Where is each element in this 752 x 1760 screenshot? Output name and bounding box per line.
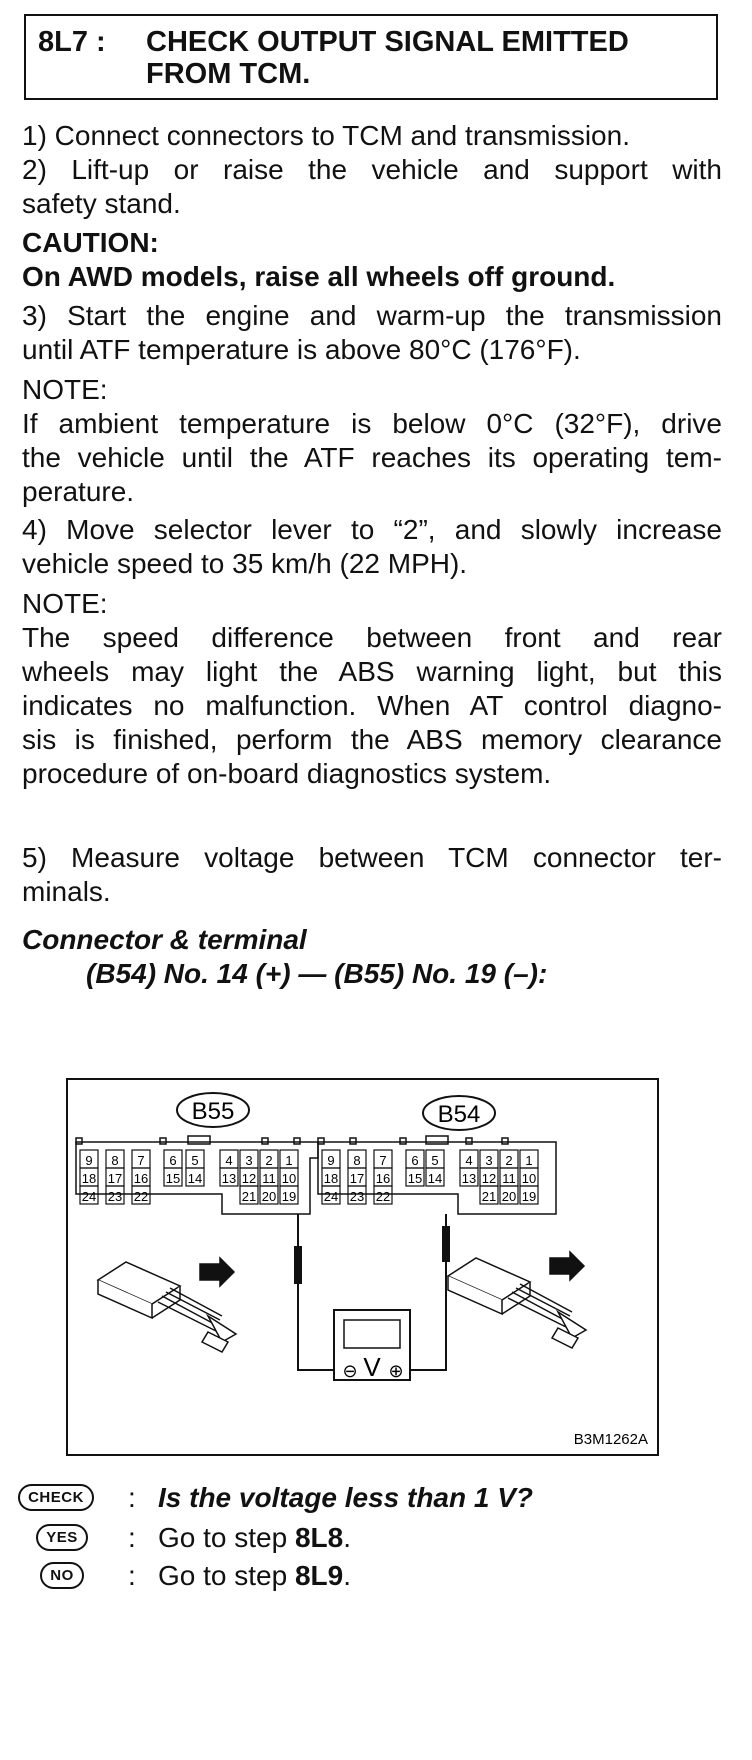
yes-colon: : [128,1522,136,1553]
step-title-line2: FROM TCM. [146,58,311,90]
b55-connector-illustration [98,1258,236,1352]
b55-terminal-9: 9 [85,1153,93,1168]
b54-terminal-24: 24 [323,1189,339,1204]
voltmeter-display [344,1320,400,1348]
note-1-line2: the vehicle until the ATF reaches its operating tem- [22,442,722,473]
b54-probe [442,1226,450,1262]
b55-terminal-18: 18 [81,1171,97,1186]
step-1: 1) Connect connectors to TCM and transmission. [22,120,630,151]
b55-terminal-3: 3 [245,1153,253,1168]
positive-lead [410,1262,446,1370]
b55-insert-arrow-icon [200,1258,234,1286]
b54-terminal-3: 3 [485,1153,493,1168]
b55-terminal-10: 10 [281,1171,297,1186]
no-badge: NO [40,1562,84,1589]
b54-terminal-4: 4 [465,1153,473,1168]
note-1-label: NOTE: [22,374,108,405]
yes-prefix: Go to step [158,1522,295,1553]
check-badge-wrap [16,1484,96,1511]
voltmeter-plus-terminal: ⊕ [388,1361,404,1381]
note-2-line3: indicates no malfunction. When AT control diagno- [22,690,722,721]
b54-terminal-17: 17 [349,1171,365,1186]
step-number: 8L7 : [38,26,106,58]
step-5-line1: 5) Measure voltage between TCM connector ter- [22,842,722,873]
b54-terminal-1: 1 [525,1153,533,1168]
b54-terminal-12: 12 [481,1171,497,1186]
b55-terminal-13: 13 [221,1171,237,1186]
b54-terminal-14: 14 [427,1171,443,1186]
step-3-line2: until ATF temperature is above 80°C (176°F). [22,334,581,365]
caution-text: On AWD models, raise all wheels off ground. [22,261,616,292]
connector-spec: (B54) No. 14 (+) — (B55) No. 19 (–): [86,958,548,989]
note-2-label: NOTE: [22,588,108,619]
step-4-line1: 4) Move selector lever to “2”, and slowly increase [22,514,722,545]
b55-terminal-8: 8 [111,1153,119,1168]
b54-terminal-grid [322,1150,538,1204]
voltmeter-v-label: V [363,1352,381,1382]
note-2-line4: sis is finished, perform the ABS memory clearance [22,724,722,755]
b55-terminal-grid [80,1150,298,1204]
step-title [146,26,629,90]
b54-terminal-16: 16 [375,1171,391,1186]
step-4-line2: vehicle speed to 35 km/h (22 MPH). [22,548,468,579]
b55-label: B55 [191,1098,235,1125]
b54-terminal-20: 20 [501,1189,517,1204]
note-1-line3: perature. [22,476,135,507]
yes-badge: YES [36,1524,88,1551]
step-5-line2: minals. [22,876,111,907]
b55-terminal-21: 21 [241,1189,257,1204]
b55-terminal-4: 4 [225,1153,233,1168]
b55-terminal-20: 20 [261,1189,277,1204]
b55-terminal-6: 6 [169,1153,177,1168]
yes-badge-wrap [22,1524,102,1551]
note-2-line1: The speed difference between front and rear [22,622,722,653]
step-3-line1: 3) Start the engine and warm-up the transmission [22,300,722,331]
no-suffix: . [343,1560,351,1591]
b54-terminal-19: 19 [521,1189,537,1204]
b54-terminal-13: 13 [461,1171,477,1186]
voltmeter [334,1310,410,1382]
no-prefix: Go to step [158,1560,295,1591]
b55-terminal-19: 19 [281,1189,297,1204]
b54-terminal-23: 23 [349,1189,365,1204]
wiring-diagram-svg [68,1080,657,1454]
b55-terminal-22: 22 [133,1189,149,1204]
b55-terminal-12: 12 [241,1171,257,1186]
b54-terminal-18: 18 [323,1171,339,1186]
b55-terminal-15: 15 [165,1171,181,1186]
no-badge-wrap [22,1562,102,1589]
no-colon: : [128,1560,136,1591]
check-colon: : [128,1482,136,1513]
b55-terminal-11: 11 [262,1171,276,1186]
yes-step-link[interactable]: 8L8 [294,1522,344,1553]
b55-terminal-7: 7 [137,1153,145,1168]
note-2-line5: procedure of on-board diagnostics system. [22,758,552,789]
b55-terminal-16: 16 [133,1171,149,1186]
b55-terminal-17: 17 [107,1171,123,1186]
b54-terminal-11: 11 [502,1171,516,1186]
step-2-line2: safety stand. [22,188,181,219]
diagram-reference-code: B3M1262A [573,1431,648,1448]
step-2-line1: 2) Lift-up or raise the vehicle and support with [22,154,722,185]
note-2-line2: wheels may light the ABS warning light, but this [22,656,722,687]
b55-probe [294,1246,302,1284]
b54-terminal-9: 9 [327,1153,335,1168]
no-instruction [158,1560,351,1592]
b55-terminal-5: 5 [191,1153,199,1168]
note-1-line1: If ambient temperature is below 0°C (32°F), drive [22,408,722,439]
b54-terminal-8: 8 [353,1153,361,1168]
b55-terminal-2: 2 [265,1153,273,1168]
check-badge: CHECK [18,1484,94,1511]
b54-insert-arrow-icon [550,1252,584,1280]
b54-terminal-6: 6 [411,1153,419,1168]
caution-label: CAUTION: [22,227,159,258]
b54-connector-illustration [448,1252,586,1348]
check-question: Is the voltage less than 1 V? [158,1482,534,1513]
b54-terminal-15: 15 [407,1171,423,1186]
b55-terminal-23: 23 [107,1189,123,1204]
wiring-diagram [66,1078,659,1456]
b55-terminal-24: 24 [81,1189,97,1204]
b54-terminal-7: 7 [379,1153,387,1168]
b54-terminal-21: 21 [481,1189,497,1204]
b54-label: B54 [437,1101,481,1128]
b54-terminal-10: 10 [521,1171,537,1186]
step-title-line1: CHECK OUTPUT SIGNAL EMITTED [146,26,629,58]
yes-instruction [158,1522,351,1554]
b55-terminal-1: 1 [285,1153,293,1168]
b54-terminal-22: 22 [375,1189,391,1204]
b55-terminal-14: 14 [187,1171,203,1186]
yes-suffix: . [343,1522,351,1553]
no-step-link[interactable]: 8L9 [294,1560,344,1591]
negative-lead [298,1284,334,1370]
b54-terminal-2: 2 [505,1153,513,1168]
voltmeter-minus-terminal: ⊖ [342,1361,358,1381]
connector-heading: Connector & terminal [22,924,307,955]
b54-terminal-5: 5 [431,1153,439,1168]
step-header [24,14,718,100]
